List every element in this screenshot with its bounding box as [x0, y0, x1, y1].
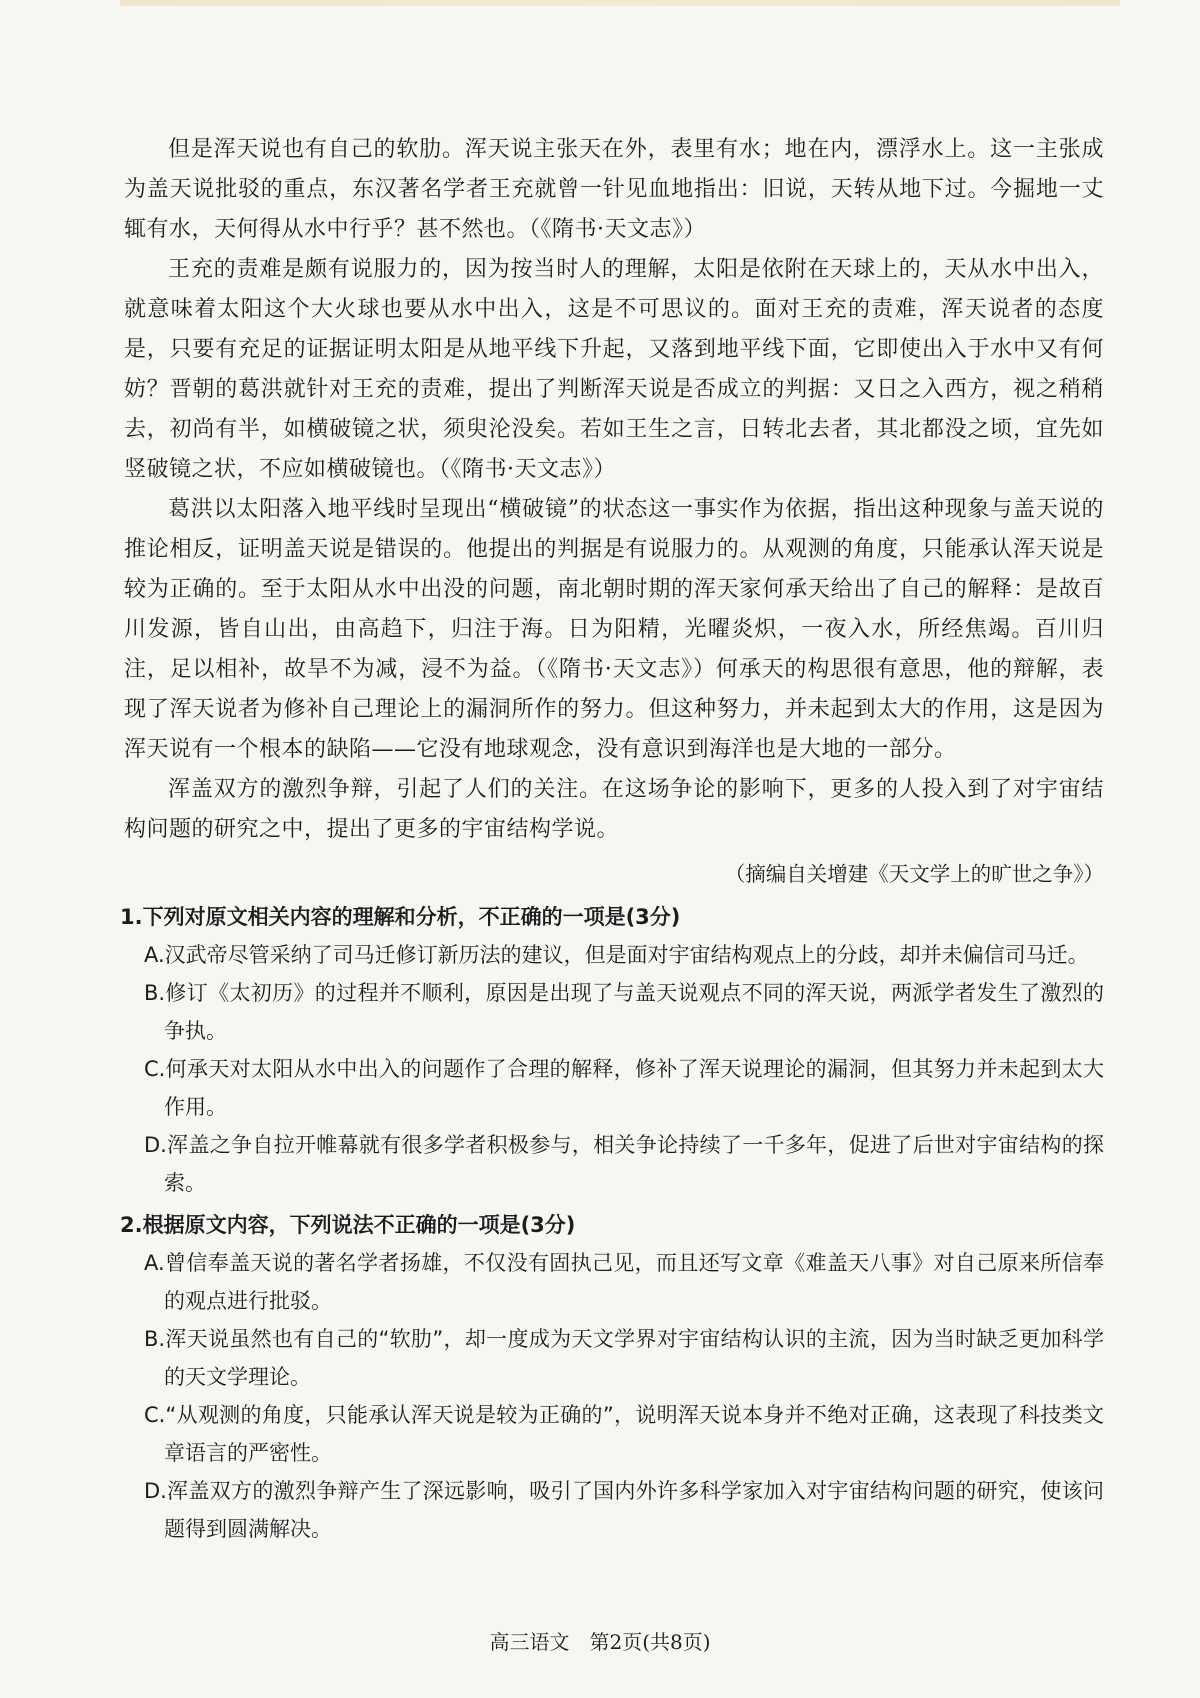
- question-2-option-a: A.曾信奉盖天说的著名学者扬雄，不仅没有固执己见，而且还写文章《难盖天八事》对自己原来所信奉的观点进行批驳。: [144, 1251, 1104, 1313]
- question-1-option-a: A.汉武帝尽管采纳了司马迁修订新历法的建议，但是面对宇宙结构观点上的分歧，却并未偏信司马迁。: [144, 943, 1089, 967]
- question-2-option-c: C.“从观测的角度，只能承认浑天说是较为正确的”，说明浑天说本身并不绝对正确，这表现了科技类文章语言的严密性。: [144, 1403, 1104, 1465]
- question-1-option-b: B.修订《太初历》的过程并不顺利，原因是出现了与盖天说观点不同的浑天说，两派学者发生了激烈的争执。: [144, 981, 1104, 1043]
- page-content: [120, 130, 1104, 1548]
- passage-paragraph-1: 但是浑天说也有自己的软肋。浑天说主张天在外，表里有水；地在内，漂浮水上。这一主张成为盖天说批驳的重点，东汉著名学者王充就曾一针见血地指出：旧说，天转从地下过。今掘地一丈辄有水，天何得从水中行乎？甚不然也。（《隋书·天文志》）: [124, 137, 1104, 242]
- passage-paragraph-3: 葛洪以太阳落入地平线时呈现出“横破镜”的状态这一事实作为依据，指出这种现象与盖天说的推论相反，证明盖天说是错误的。他提出的判据是有说服力的。从观测的角度，只能承认浑天说是较为正确的。至于太阳从水中出没的问题，南北朝时期的浑天家何承天给出了自己的解释：是故百川发源，皆自山出，由高趋下，归注于海。日为阳精，光曜炎炽，一夜入水，所经焦竭。百川归注，足以相补，故旱不为减，浸不为益。（《隋书·天文志》）何承天的构思很有意思，他的辩解，表现了浑天说者为修补自己理论上的漏洞所作的努力。但这种努力，并未起到太大的作用，这是因为浑天说有一个根本的缺陷——它没有地球观念，没有意识到海洋也是大地的一部分。: [124, 497, 1104, 762]
- question-1-option-d: D.浑盖之争自拉开帷幕就有很多学者积极参与，相关争论持续了一千多年，促进了后世对宇宙结构的探索。: [144, 1133, 1104, 1195]
- question-1: [120, 898, 1104, 1202]
- question-1-option-c: C.何承天对太阳从水中出入的问题作了合理的解释，修补了浑天说理论的漏洞，但其努力并未起到太大作用。: [144, 1057, 1104, 1119]
- question-1-title: 1.下列对原文相关内容的理解和分析，不正确的一项是(3分): [120, 905, 681, 929]
- passage-paragraph-4: 浑盖双方的激烈争辩，引起了人们的关注。在这场争论的影响下，更多的人投入到了对宇宙结构问题的研究之中，提出了更多的宇宙结构学说。: [124, 777, 1104, 842]
- passage-paragraph-2: 王充的责难是颇有说服力的，因为按当时人的理解，太阳是依附在天球上的，天从水中出入，就意味着太阳这个大火球也要从水中出入，这是不可思议的。面对王充的责难，浑天说者的态度是，只要有充足的证据证明太阳是从地平线下升起，又落到地平线下面，它即使出入于水中又有何妨？晋朝的葛洪就针对王充的责难，提出了判断浑天说是否成立的判据：又日之入西方，视之稍稍去，初尚有半，如横破镜之状，须臾沦没矣。若如王生之言，日转北去者，其北都没之顷，宜先如竖破镜之状，不应如横破镜也。（《隋书·天文志》）: [124, 257, 1104, 482]
- question-2-option-d: D.浑盖双方的激烈争辩产生了深远影响，吸引了国内外许多科学家加入对宇宙结构问题的研究，使该问题得到圆满解决。: [144, 1479, 1104, 1541]
- passage-source: （摘编自关增建《天文学上的旷世之争》）: [724, 862, 1104, 886]
- question-2-option-b: B.浑天说虽然也有自己的“软肋”，却一度成为天文学界对宇宙结构认识的主流，因为当时缺乏更加科学的天文学理论。: [144, 1327, 1104, 1389]
- page-footer: 高三语文 第2页(共8页): [489, 1630, 711, 1654]
- question-2: [120, 1206, 1104, 1548]
- question-2-title: 2.根据原文内容，下列说法不正确的一项是(3分): [120, 1213, 576, 1237]
- scan-top-edge: [120, 0, 1120, 6]
